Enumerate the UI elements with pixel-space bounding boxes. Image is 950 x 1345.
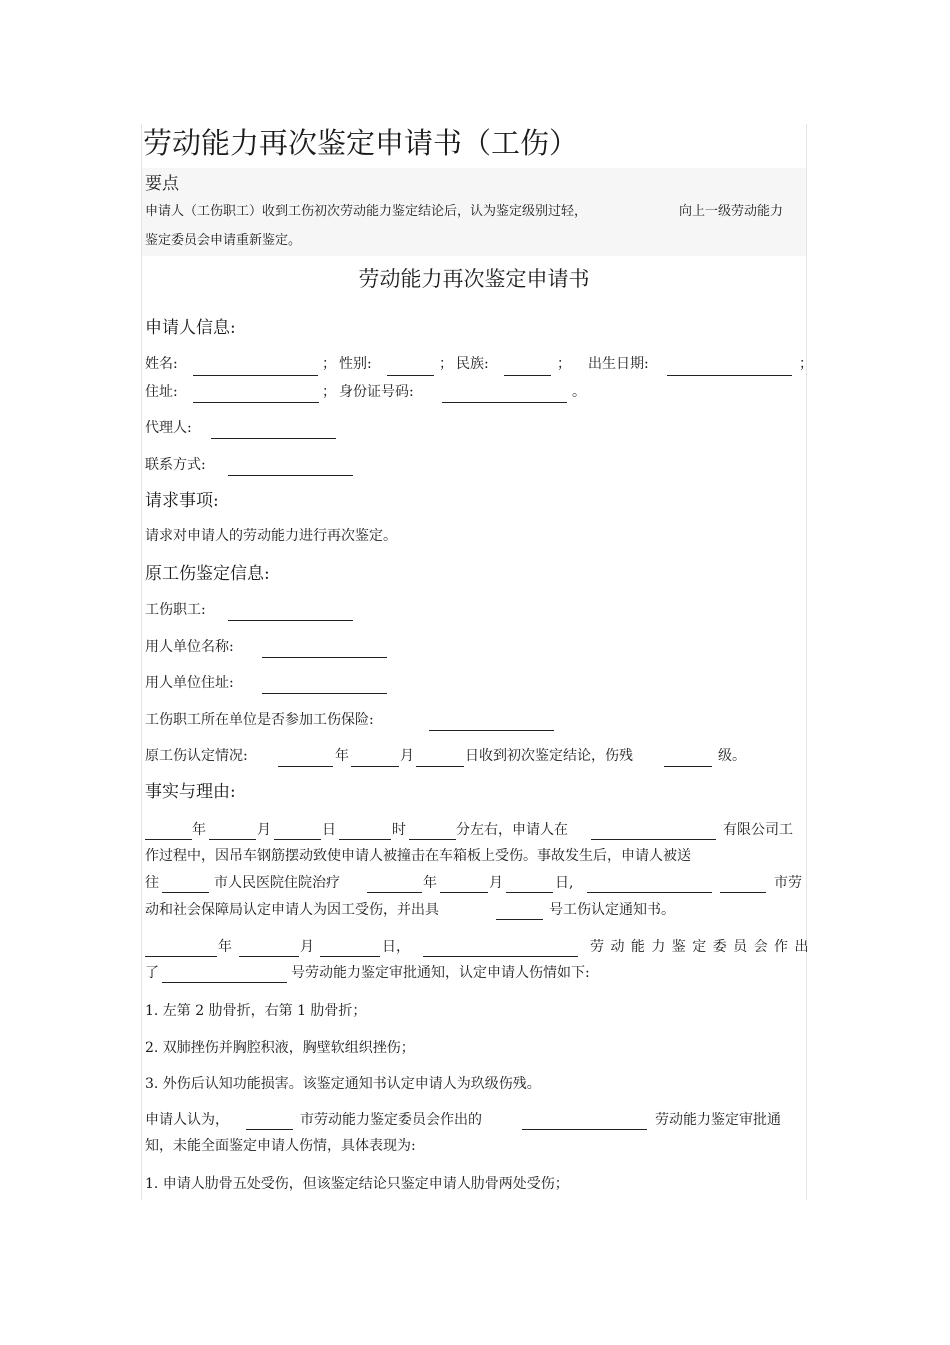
employer-name-field[interactable] <box>262 656 387 658</box>
grade-unit: 级。 <box>718 748 746 764</box>
separator: ； <box>557 356 571 372</box>
keypoints-heading: 要点 <box>145 174 179 194</box>
opinion-notice-text: 劳动能力鉴定审批通 <box>655 1112 781 1128</box>
separator: ； <box>322 356 336 372</box>
id-number-field[interactable] <box>442 401 567 403</box>
request-heading: 请求事项: <box>145 491 219 511</box>
notice-number-field[interactable] <box>496 918 543 920</box>
name-field[interactable] <box>193 374 318 376</box>
month-unit: 月 <box>400 748 414 764</box>
keypoints-line-2: 鉴定委员会申请重新鉴定。 <box>145 233 302 248</box>
gender-field[interactable] <box>387 374 434 376</box>
hour-unit: 时 <box>392 822 406 838</box>
notice-prefix: 了 <box>145 965 159 981</box>
gender-label: 性别: <box>339 356 372 372</box>
committee-field[interactable] <box>423 955 578 957</box>
company-text: 有限公司工 <box>723 822 793 838</box>
accident-minute-field[interactable] <box>409 838 456 840</box>
keypoints-line-1a: 申请人（工伤职工）收到工伤初次劳动能力鉴定结论后，认为鉴定级别过轻， <box>145 204 588 219</box>
appraisal-notice-text: 号劳动能力鉴定审批通知，认定申请人伤情如下: <box>291 965 590 981</box>
facts-line-4: 动和社会保障局认定申请人为因工受伤，并出具 <box>145 902 439 918</box>
day-unit: 日, <box>555 875 574 891</box>
year-unit: 年 <box>423 875 437 891</box>
document-title: 劳动能力再次鉴定申请书（工伤） <box>143 126 579 160</box>
contact-label: 联系方式: <box>145 457 206 473</box>
injury-item-3: 3. 外伤后认知功能损害。该鉴定通知书认定申请人为玖级伤残。 <box>145 1076 541 1092</box>
year-unit: 年 <box>335 748 349 764</box>
opinion-prefix: 申请人认为， <box>145 1112 229 1128</box>
address-field[interactable] <box>193 401 319 403</box>
employer-address-label: 用人单位住址: <box>145 675 234 691</box>
applicant-heading: 申请人信息: <box>145 318 236 338</box>
period: 。 <box>572 384 586 400</box>
appraisal-year-field[interactable] <box>145 955 217 957</box>
agent-label: 代理人: <box>145 420 192 436</box>
contact-field[interactable] <box>228 474 353 476</box>
original-heading: 原工伤鉴定信息: <box>145 564 270 584</box>
grade-field[interactable] <box>664 765 712 767</box>
separator: ； <box>799 356 813 372</box>
injury-item-1: 1. 左第 2 肋骨折，右第 1 肋骨折； <box>145 1003 367 1019</box>
company-field[interactable] <box>591 838 716 840</box>
day-unit: 日 <box>322 822 336 838</box>
appraisal-month-field[interactable] <box>239 955 299 957</box>
month-unit: 月 <box>257 822 271 838</box>
birth-label: 出生日期: <box>588 356 649 372</box>
worker-field[interactable] <box>228 619 353 621</box>
accident-month-field[interactable] <box>209 838 256 840</box>
recognition-month-field[interactable] <box>440 891 488 893</box>
facts-heading: 事实与理由: <box>145 782 236 802</box>
accident-day-field[interactable] <box>274 838 321 840</box>
employer-name-label: 用人单位名称: <box>145 639 234 655</box>
opinion-city-field[interactable] <box>246 1128 293 1130</box>
status-day-field[interactable] <box>416 765 464 767</box>
labor-text: 市劳 <box>774 875 802 891</box>
separator: ； <box>322 384 336 400</box>
month-unit: 月 <box>300 939 314 955</box>
right-margin-rule <box>806 124 807 1200</box>
accident-year-field[interactable] <box>145 838 192 840</box>
worker-label: 工伤职工: <box>145 602 206 618</box>
form-title: 劳动能力再次鉴定申请书 <box>358 267 590 291</box>
minute-text: 分左右，申请人在 <box>456 822 568 838</box>
opinion-notice-field[interactable] <box>522 1128 647 1130</box>
status-year-field[interactable] <box>278 765 333 767</box>
appraisal-day-field[interactable] <box>320 955 380 957</box>
agent-field[interactable] <box>211 437 336 439</box>
labor-city-field[interactable] <box>720 891 766 893</box>
keypoints-line-1b: 向上一级劳动能力 <box>679 204 784 219</box>
insurance-field[interactable] <box>429 729 554 731</box>
appraisal-number-field[interactable] <box>162 981 287 983</box>
opinion-committee-text: 市劳动能力鉴定委员会作出的 <box>300 1112 482 1128</box>
recognition-field[interactable] <box>587 891 712 893</box>
accident-hour-field[interactable] <box>339 838 391 840</box>
address-label: 住址: <box>145 384 178 400</box>
recognition-year-field[interactable] <box>367 891 422 893</box>
committee-text: 劳 动 能 力 鉴 定 委 员 会 作 出 <box>590 939 810 955</box>
ethnicity-field[interactable] <box>504 374 551 376</box>
problem-item-1: 1. 申请人肋骨五处受伤，但该鉴定结论只鉴定申请人肋骨两处受伤； <box>145 1176 569 1192</box>
employer-address-field[interactable] <box>262 692 387 694</box>
year-unit: 年 <box>192 822 206 838</box>
hospital-city-field[interactable] <box>162 891 209 893</box>
separator: ； <box>439 356 453 372</box>
request-text: 请求对申请人的劳动能力进行再次鉴定。 <box>145 528 397 544</box>
id-number-label: 身份证号码: <box>339 384 414 400</box>
opinion-line-2: 知，未能全面鉴定申请人伤情，具体表现为: <box>145 1138 416 1154</box>
facts-line-2: 作过程中，因吊车钢筋摆动致使申请人被撞击在车箱板上受伤。事故发生后，申请人被送 <box>145 848 691 864</box>
hospital-prefix: 往 <box>145 875 159 891</box>
ethnicity-label: 民族: <box>456 356 489 372</box>
recognition-day-field[interactable] <box>506 891 553 893</box>
month-unit: 月 <box>489 875 503 891</box>
year-unit: 年 <box>218 939 232 955</box>
birth-date-field[interactable] <box>667 374 792 376</box>
status-month-field[interactable] <box>351 765 399 767</box>
injury-item-2: 2. 双肺挫伤并胸腔积液，胸壁软组织挫伤； <box>145 1040 415 1056</box>
insurance-label: 工伤职工所在单位是否参加工伤保险: <box>145 712 374 728</box>
notice-text: 号工伤认定通知书。 <box>549 902 675 918</box>
original-status-label: 原工伤认定情况: <box>145 748 248 764</box>
hospital-text: 市人民医院住院治疗 <box>214 875 340 891</box>
received-text: 日收到初次鉴定结论，伤残 <box>465 748 633 764</box>
name-label: 姓名: <box>145 356 178 372</box>
day-unit: 日， <box>382 939 410 955</box>
